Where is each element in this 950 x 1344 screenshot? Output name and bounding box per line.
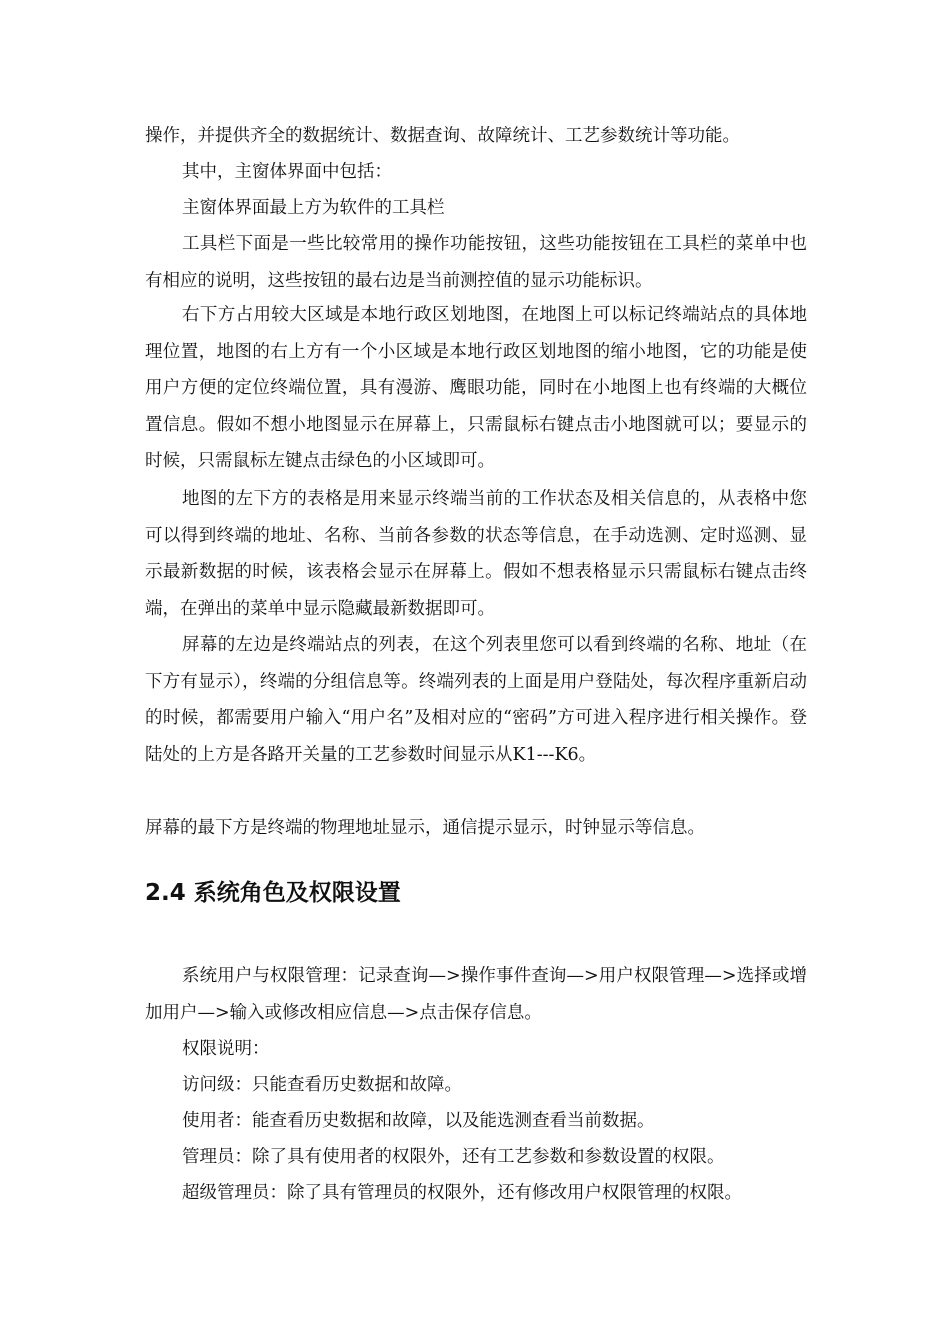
section-heading: 2.4 系统角色及权限设置 bbox=[145, 880, 401, 906]
paragraph-intro-continuation: 操作，并提供齐全的数据统计、数据查询、故障统计、工艺参数统计等功能。 bbox=[145, 126, 740, 146]
paragraph-terminal-list: 屏幕的左边是终端站点的列表，在这个列表里您可以看到终端的名称、地址（在下方有显示），终端的分组信息等。终端列表的上面是用户登陆处，每次程序重新启动的时候，都需要用户输入“用户名”及相对应的“密码”方可进入程序进行相关操作。登陆处的上方是各路开关量的工艺参数时间显示从K1---K6。 bbox=[145, 635, 807, 765]
paragraph-map: 右下方占用较大区域是本地行政区划地图，在地图上可以标记终端站点的具体地理位置，地图的右上方有一个小区域是本地行政区划地图的缩小地图，它的功能是使用户方便的定位终端位置，具有漫游、鹰眼功能，同时在小地图上也有终端的大概位置信息。假如不想小地图显示在屏幕上，只需鼠标右键点击小地图就可以；要显示的时候，只需鼠标左键点击绿色的小区域即可。 bbox=[145, 305, 807, 471]
paragraph-bottom-bar: 屏幕的最下方是终端的物理地址显示，通信提示显示，时钟显示等信息。 bbox=[145, 818, 705, 838]
paragraph-user-permission-management: 系统用户与权限管理：记录查询—>操作事件查询—>用户权限管理—>选择或增加用户—>输入或修改相应信息—>点击保存信息。 bbox=[145, 966, 807, 1023]
paragraph-toolbar: 主窗体界面最上方为软件的工具栏 bbox=[182, 198, 445, 218]
paragraph-permission-title: 权限说明： bbox=[182, 1039, 270, 1059]
paragraph-permission-user: 使用者：能查看历史数据和故障，以及能选测查看当前数据。 bbox=[182, 1111, 655, 1131]
paragraph-function-buttons: 工具栏下面是一些比较常用的操作功能按钮，这些功能按钮在工具栏的菜单中也有相应的说明，这些按钮的最右边是当前测控值的显示功能标识。 bbox=[145, 234, 807, 291]
paragraph-permission-admin: 管理员：除了具有使用者的权限外，还有工艺参数和参数设置的权限。 bbox=[182, 1147, 725, 1167]
paragraph-status-table: 地图的左下方的表格是用来显示终端当前的工作状态及相关信息的，从表格中您可以得到终端的地址、名称、当前各参数的状态等信息，在手动选测、定时巡测、显示最新数据的时候，该表格会显示在屏幕上。假如不想表格显示只需鼠标右键点击终端，在弹出的菜单中显示隐藏最新数据即可。 bbox=[145, 489, 807, 619]
paragraph-permission-superadmin: 超级管理员：除了具有管理员的权限外，还有修改用户权限管理的权限。 bbox=[182, 1183, 742, 1203]
paragraph-main-window-includes: 其中，主窗体界面中包括： bbox=[182, 162, 392, 182]
paragraph-permission-visitor: 访问级：只能查看历史数据和故障。 bbox=[182, 1075, 462, 1095]
